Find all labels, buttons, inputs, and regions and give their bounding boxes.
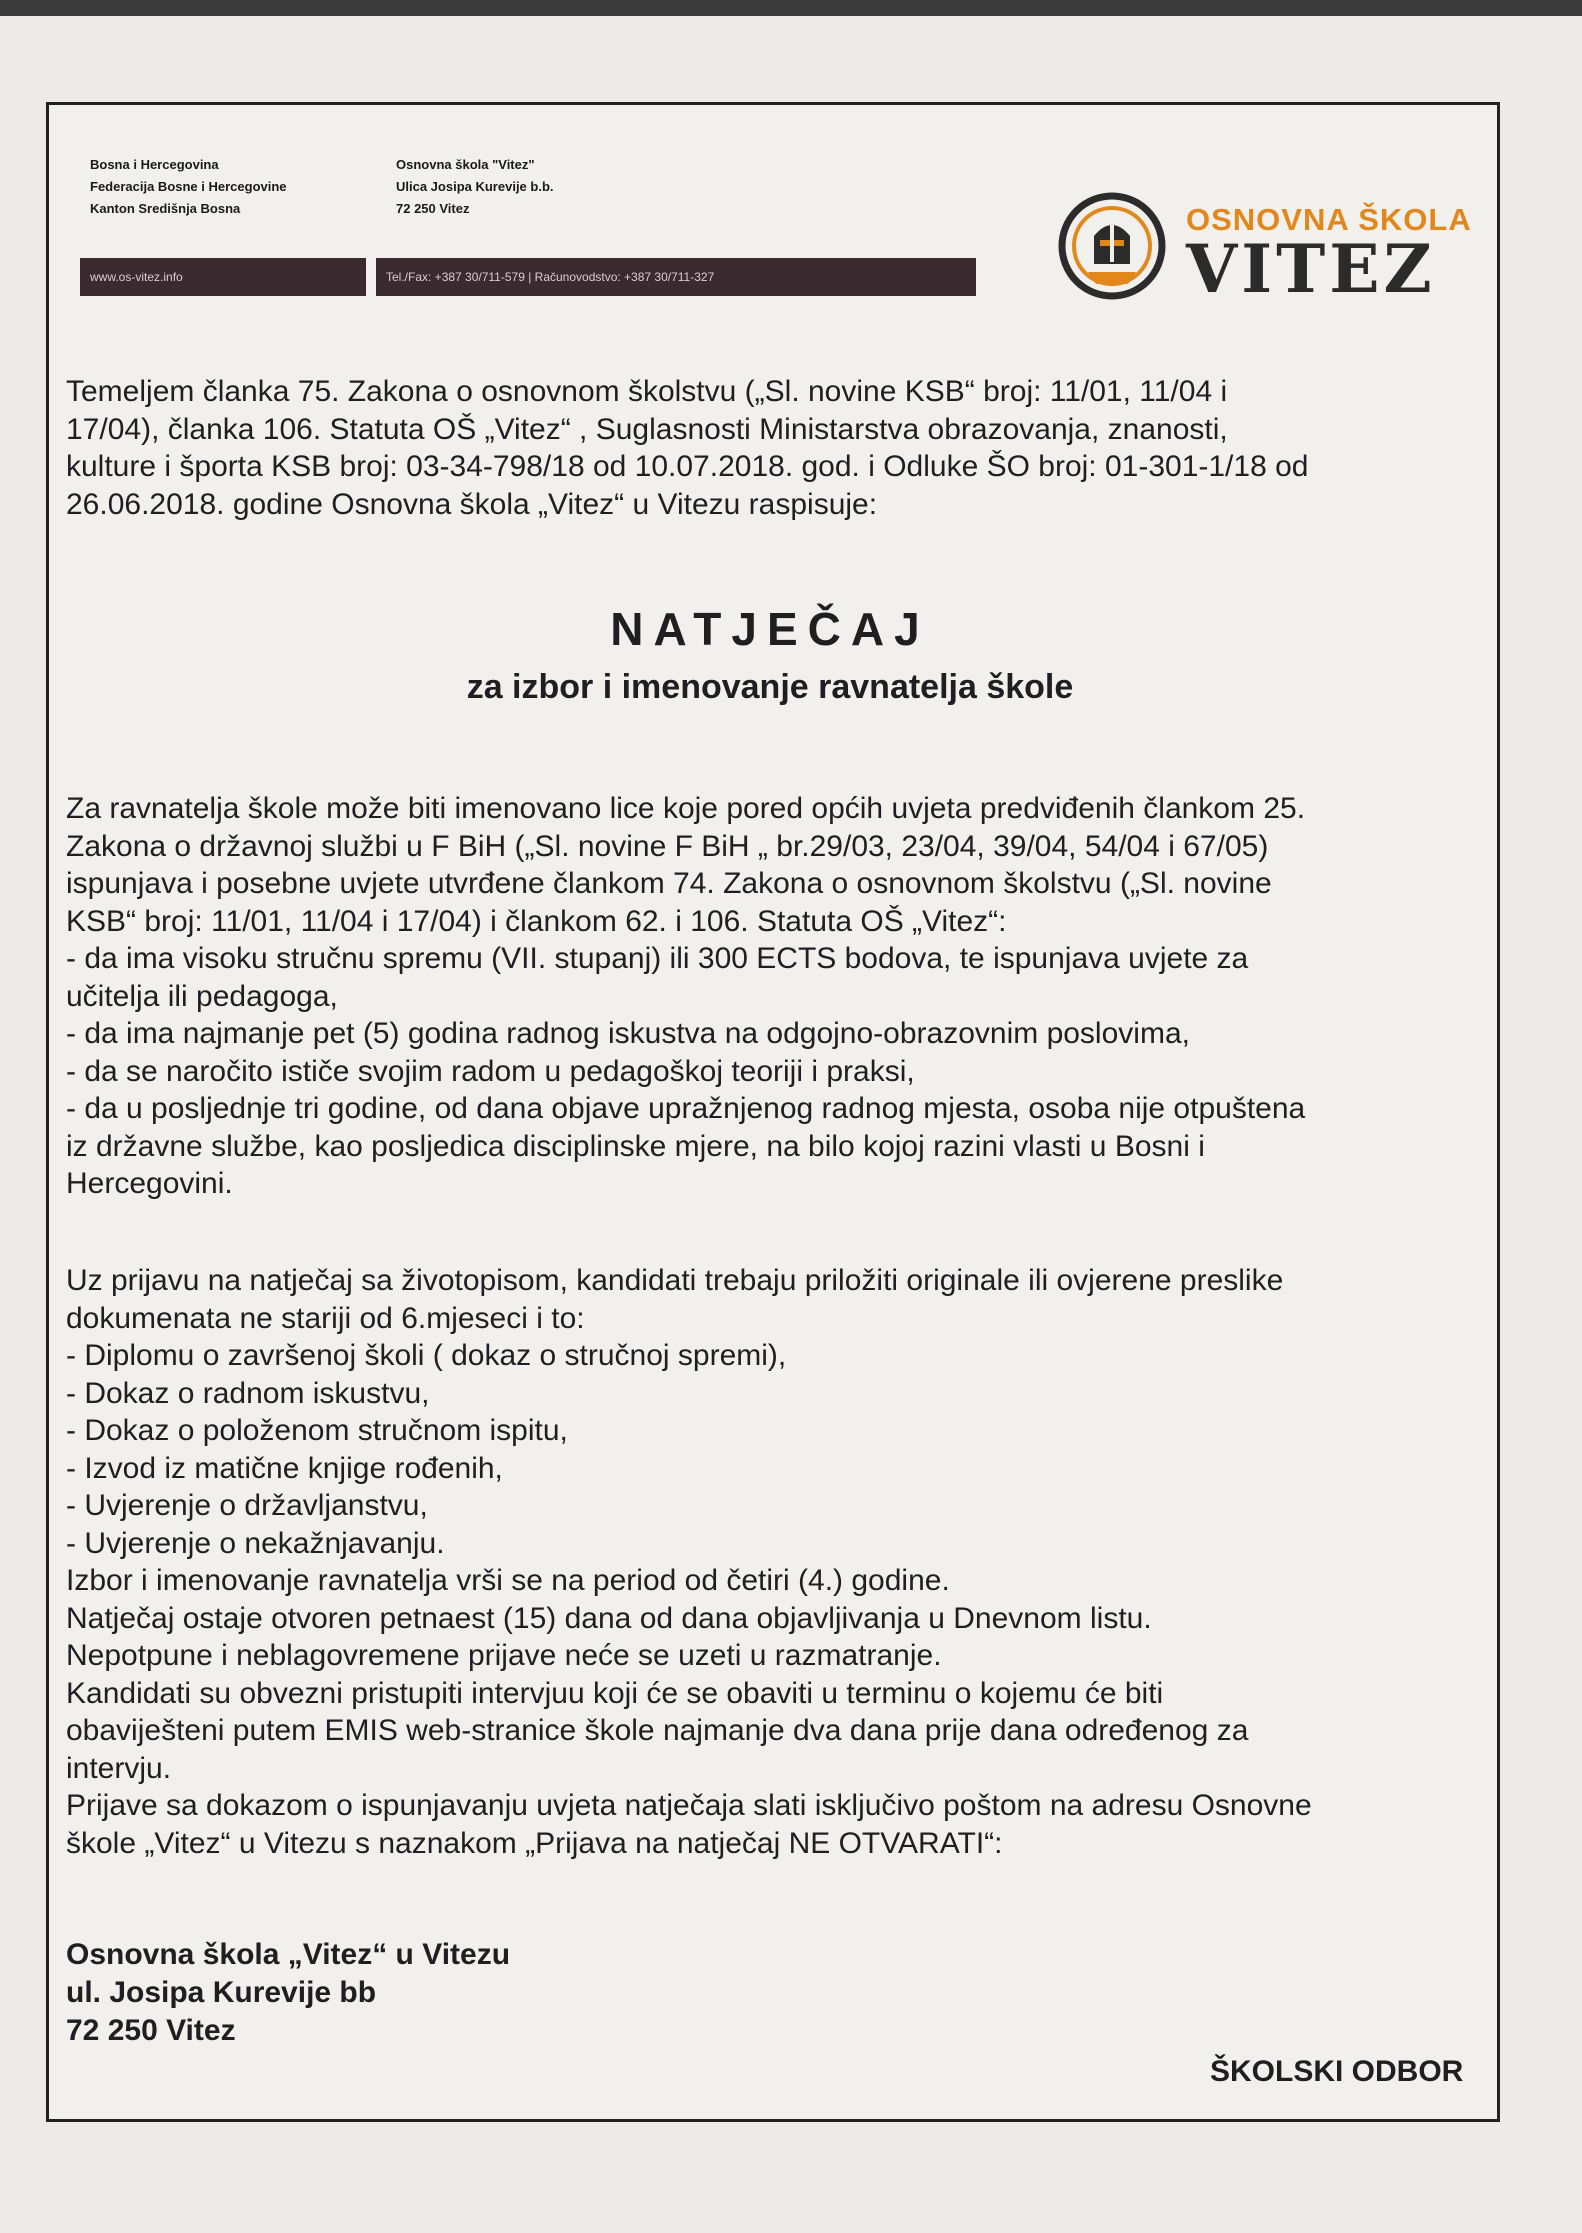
- website-bar: www.os-vitez.info: [80, 258, 366, 296]
- text-line: 17/04), članka 106. Statuta OŠ „Vitez“ , Suglasnosti Ministarstva obrazovanja, znanosti,: [66, 412, 1228, 446]
- letterhead-line: Ulica Josipa Kurevije b.b.: [396, 179, 554, 194]
- text-line: Za ravnatelja škole može biti imenovano lice koje pored općih uvjeta predviđenih člankom 25.: [66, 792, 1306, 825]
- text-line: škole „Vitez“ u Vitezu s naznakom „Prijava na natječaj NE OTVARATI“:: [66, 1826, 1003, 1860]
- text-line: kulture i športa KSB broj: 03-34-798/18 od 10.07.2018. god. i Odluke ŠO broj: 01-301-1/18 od: [66, 450, 1309, 483]
- knight-emblem-icon: [1058, 192, 1166, 300]
- text-line: ispunjava i posebne uvjete utvrđene člankom 74. Zakona o osnovnom školstvu („Sl. novine: [66, 867, 1272, 900]
- school-logo: [1058, 186, 1478, 306]
- text-line: Nepotpune i neblagovremene prijave neće se uzeti u razmatranje.: [66, 1639, 942, 1672]
- text-line: - da se naročito ističe svojim radom u pedagoškoj teoriji i praksi,: [66, 1054, 915, 1088]
- text-line: - Dokaz o položenom stručnom ispitu,: [66, 1414, 568, 1447]
- address-line: ul. Josipa Kurevije bb: [66, 1976, 377, 2009]
- logo-text-top: OSNOVNA ŠKOLA: [1186, 202, 1472, 237]
- mailing-address: [66, 1936, 510, 2050]
- address-line: Osnovna škola „Vitez“ u Vitezu: [66, 1938, 511, 1971]
- text-line: 26.06.2018. godine Osnovna škola „Vitez“ u Vitezu raspisuje:: [66, 487, 878, 521]
- text-line: - Dokaz o radnom iskustvu,: [66, 1376, 430, 1410]
- letterhead-line: Bosna i Hercegovina: [90, 157, 219, 172]
- text-line: Zakona o državnoj službi u F BiH („Sl. novine F BiH „ br.29/03, 23/04, 39/04, 54/04 i 67/05): [66, 829, 1269, 863]
- intro-paragraph: [66, 373, 1486, 523]
- documents-paragraph: [66, 1262, 1486, 1862]
- requirements-paragraph: [66, 790, 1486, 1203]
- text-line: Temeljem članka 75. Zakona o osnovnom školstvu („Sl. novine KSB“ broj: 11/01, 11/04 i: [66, 375, 1228, 408]
- text-line: - da u posljednje tri godine, od dana objave upražnjenog radnog mjesta, osoba nije otpuštena: [66, 1092, 1306, 1125]
- letterhead-school-address: [396, 154, 554, 220]
- signature: ŠKOLSKI ODBOR: [1210, 2055, 1464, 2088]
- text-line: obaviješteni putem EMIS web-stranice škole najmanje dva dana prije dana određenog za: [66, 1714, 1249, 1747]
- text-line: učitelja ili pedagoga,: [66, 979, 338, 1013]
- address-line: 72 250 Vitez: [66, 2014, 236, 2047]
- letterhead-line: Federacija Bosne i Hercegovine: [90, 179, 287, 194]
- notice-title: NATJEČAJ: [610, 603, 930, 655]
- text-line: - Uvjerenje o državljanstvu,: [66, 1489, 428, 1522]
- letterhead: [80, 150, 980, 302]
- notice-subtitle: za izbor i imenovanje ravnatelja škole: [466, 668, 1074, 706]
- text-line: Prijave sa dokazom o ispunjavanju uvjeta natječaja slati isključivo poštom na adresu Osnovne: [66, 1789, 1312, 1822]
- text-line: KSB“ broj: 11/01, 11/04 i 17/04) i člankom 62. i 106. Statuta OŠ „Vitez“:: [66, 904, 1007, 938]
- letterhead-line: Osnovna škola "Vitez": [396, 157, 535, 172]
- top-edge-strip: [0, 0, 1582, 16]
- letterhead-line: Kanton Središnja Bosna: [90, 201, 241, 216]
- phone-bar: Tel./Fax: +387 30/711-579 | Računovodstvo: +387 30/711-327: [376, 258, 976, 296]
- text-line: - da ima visoku stručnu spremu (VII. stupanj) ili 300 ECTS bodova, te ispunjava uvjete za: [66, 942, 1249, 975]
- text-line: Uz prijavu na natječaj sa životopisom, kandidati trebaju priložiti originale ili ovjerene preslike: [66, 1264, 1284, 1297]
- logo-text-main: VITEZ: [1186, 230, 1436, 308]
- text-line: - Uvjerenje o nekažnjavanju.: [66, 1526, 445, 1560]
- letterhead-authority: [90, 154, 287, 220]
- text-line: dokumenata ne stariji od 6.mjeseci i to:: [66, 1301, 585, 1335]
- letterhead-line: 72 250 Vitez: [396, 201, 470, 216]
- text-line: Natječaj ostaje otvoren petnaest (15) dana od dana objavljivanja u Dnevnom listu.: [66, 1601, 1152, 1635]
- text-line: - Diplomu o završenoj školi ( dokaz o stručnoj spremi),: [66, 1339, 787, 1372]
- text-line: - Izvod iz matične knjige rođenih,: [66, 1451, 503, 1485]
- text-line: Izbor i imenovanje ravnatelja vrši se na period od četiri (4.) godine.: [66, 1564, 950, 1597]
- text-line: Kandidati su obvezni pristupiti intervjuu koji će se obaviti u terminu o kojemu će biti: [66, 1676, 1164, 1710]
- text-line: iz državne službe, kao posljedica disciplinske mjere, na bilo kojoj razini vlasti u Bosni i: [66, 1129, 1205, 1163]
- text-line: Hercegovini.: [66, 1167, 233, 1200]
- text-line: - da ima najmanje pet (5) godina radnog iskustva na odgojno-obrazovnim poslovima,: [66, 1017, 1190, 1050]
- text-line: intervju.: [66, 1751, 172, 1785]
